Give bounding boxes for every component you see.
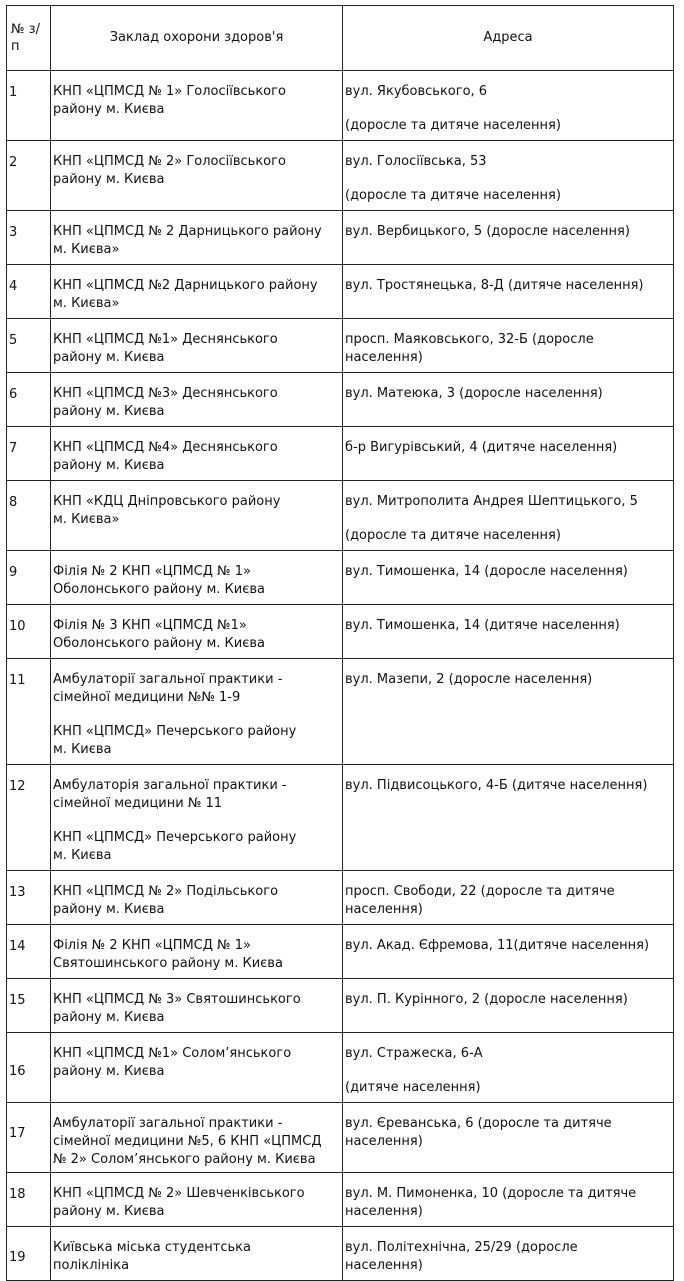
institution-line: КНП «КДЦ Дніпровського району — [53, 494, 281, 509]
address-cell — [343, 373, 674, 427]
address-cell — [343, 605, 674, 659]
spacer — [345, 511, 671, 527]
address-line: вул. Акад. Єфремова, 11(дитяче населення) — [345, 938, 650, 953]
institution-line: КНП «ЦПМСД № 3» Святошинського — [53, 992, 301, 1007]
institution-line: КНП «ЦПМСД № 2» Голосіївського — [53, 154, 286, 169]
row-number-text: 2 — [9, 155, 18, 170]
address-cell — [343, 925, 674, 979]
spacer — [345, 171, 671, 187]
institution-line: сімейної медицини №5, 6 КНП «ЦПМСД — [53, 1134, 322, 1149]
column-header-number: № з/п — [7, 6, 51, 71]
address-line: населення) — [345, 902, 423, 917]
institution-line: КНП «ЦПМСД №1» Деснянського — [53, 332, 278, 347]
institution-line: району м. Києва — [53, 102, 165, 117]
row-number — [7, 1033, 51, 1103]
institution-cell — [51, 427, 343, 481]
institution-line: м. Києва — [53, 742, 112, 757]
address-cell — [343, 265, 674, 319]
institution-line: поліклініка — [53, 1258, 130, 1273]
institution-line: КНП «ЦПМСД № 1» Голосіївського — [53, 84, 286, 99]
address-line: (доросле та дитяче населення) — [345, 188, 561, 203]
table-row — [7, 373, 674, 427]
table-row — [7, 481, 674, 551]
institution-line: Філія № 2 КНП «ЦПМСД № 1» — [53, 938, 251, 953]
institution-line: району м. Києва — [53, 404, 165, 419]
spacer — [53, 813, 340, 829]
spacer — [53, 707, 340, 723]
address-cell — [343, 659, 674, 765]
address-cell — [343, 1033, 674, 1103]
address-line: вул. Якубовського, 6 — [345, 84, 488, 99]
row-number — [7, 427, 51, 481]
address-cell — [343, 71, 674, 141]
address-cell — [343, 979, 674, 1033]
address-cell — [343, 141, 674, 211]
table-row — [7, 1227, 674, 1281]
institution-line: КНП «ЦПМСД № 2» Подільського — [53, 884, 279, 899]
column-header-address: Адреса — [343, 6, 674, 71]
table-row — [7, 659, 674, 765]
row-number — [7, 765, 51, 871]
table-row — [7, 551, 674, 605]
address-line: б-р Вигурівський, 4 (дитяче населення) — [345, 440, 618, 455]
row-number — [7, 605, 51, 659]
address-line: населення) — [345, 1204, 423, 1219]
address-line: населення) — [345, 1134, 423, 1149]
institution-line: Святошинського району м. Києва — [53, 956, 283, 971]
table-row — [7, 765, 674, 871]
institution-line: м. Києва» — [53, 296, 120, 311]
institution-line: сімейної медицини №№ 1-9 — [53, 690, 241, 705]
address-line: просп. Свободи, 22 (доросле та дитяче — [345, 884, 615, 899]
address-line: вул. Стражеска, 6-А — [345, 1046, 483, 1061]
institution-cell — [51, 1033, 343, 1103]
address-line: просп. Маяковського, 32-Б (доросле — [345, 332, 594, 347]
row-number-text: 6 — [9, 387, 18, 402]
healthcare-institutions-table — [6, 5, 674, 1281]
table-row — [7, 605, 674, 659]
institution-line: м. Києва» — [53, 242, 120, 257]
address-line: населення) — [345, 1258, 423, 1273]
row-number-text: 19 — [9, 1250, 26, 1265]
row-number-text: 7 — [9, 441, 18, 456]
institution-line: КНП «ЦПМСД № 2» Шевченківського — [53, 1186, 305, 1201]
row-number-text: 14 — [9, 939, 26, 954]
row-number-text: 8 — [9, 495, 18, 510]
address-cell — [343, 1227, 674, 1281]
address-cell — [343, 551, 674, 605]
address-line: (доросле та дитяче населення) — [345, 118, 561, 133]
row-number-text: 10 — [9, 619, 26, 634]
institution-line: Філія № 3 КНП «ЦПМСД №1» — [53, 618, 247, 633]
row-number — [7, 871, 51, 925]
address-line: вул. Голосіївська, 53 — [345, 154, 487, 169]
institution-line: району м. Києва — [53, 1010, 165, 1025]
address-line: вул. Тимошенка, 14 (доросле населення) — [345, 564, 628, 579]
address-line: вул. Мазепи, 2 (доросле населення) — [345, 672, 593, 687]
institution-cell — [51, 1173, 343, 1227]
institution-cell — [51, 765, 343, 871]
row-number — [7, 1103, 51, 1173]
row-number — [7, 211, 51, 265]
institution-line: м. Києва» — [53, 512, 120, 527]
row-number — [7, 925, 51, 979]
table-row — [7, 71, 674, 141]
institution-line: КНП «ЦПМСД №3» Деснянського — [53, 386, 278, 401]
address-line: вул. Тростянецька, 8-Д (дитяче населення) — [345, 278, 644, 293]
institution-line: Амбулаторії загальної практики - — [53, 1116, 283, 1131]
institution-line: Амбулаторія загальної практики - — [53, 778, 287, 793]
address-cell — [343, 1103, 674, 1173]
row-number — [7, 659, 51, 765]
institution-cell — [51, 265, 343, 319]
row-number — [7, 1173, 51, 1227]
row-number-text: 5 — [9, 333, 18, 348]
address-line: вул. Тимошенка, 14 (дитяче населення) — [345, 618, 620, 633]
institution-cell — [51, 979, 343, 1033]
address-line: вул. Вербицького, 5 (доросле населення) — [345, 224, 630, 239]
institution-cell — [51, 319, 343, 373]
institution-line: Оболонського району м. Києва — [53, 636, 265, 651]
institution-line: сімейної медицини № 11 — [53, 796, 223, 811]
address-line: вул. Політехнічна, 25/29 (доросле — [345, 1240, 578, 1255]
row-number — [7, 319, 51, 373]
institution-cell — [51, 211, 343, 265]
row-number — [7, 71, 51, 141]
address-cell — [343, 211, 674, 265]
institution-cell — [51, 1103, 343, 1173]
institution-line: Філія № 2 КНП «ЦПМСД № 1» — [53, 564, 251, 579]
address-line: вул. Підвисоцького, 4-Б (дитяче населення) — [345, 778, 648, 793]
table-row — [7, 427, 674, 481]
institution-line: району м. Києва — [53, 1204, 165, 1219]
institution-line: м. Києва — [53, 848, 112, 863]
institution-cell — [51, 871, 343, 925]
institution-cell — [51, 373, 343, 427]
institution-cell — [51, 141, 343, 211]
row-number-text: 15 — [9, 993, 26, 1008]
institution-line: Оболонського району м. Києва — [53, 582, 265, 597]
row-number — [7, 373, 51, 427]
table-row — [7, 319, 674, 373]
row-number — [7, 1227, 51, 1281]
institution-line: КНП «ЦПМСД №4» Деснянського — [53, 440, 278, 455]
row-number-text: 9 — [9, 565, 18, 580]
row-number — [7, 481, 51, 551]
table-header-row — [7, 6, 674, 71]
table-row — [7, 1173, 674, 1227]
institution-cell — [51, 1227, 343, 1281]
institution-line: Київська міська студентська — [53, 1240, 251, 1255]
institution-cell — [51, 551, 343, 605]
address-line: (дитяче населення) — [345, 1080, 481, 1095]
row-number — [7, 551, 51, 605]
row-number — [7, 265, 51, 319]
address-cell — [343, 427, 674, 481]
institution-cell — [51, 481, 343, 551]
institution-cell — [51, 925, 343, 979]
institution-line: КНП «ЦПМСД» Печерського району — [53, 830, 297, 845]
address-cell — [343, 765, 674, 871]
address-line: населення) — [345, 350, 423, 365]
address-line: вул. М. Пимоненка, 10 (доросле та дитяче — [345, 1186, 637, 1201]
institution-line: району м. Києва — [53, 458, 165, 473]
institution-line: КНП «ЦПМСД №2 Дарницького району — [53, 278, 318, 293]
institution-line: КНП «ЦПМСД № 2 Дарницького району — [53, 224, 322, 239]
address-cell — [343, 481, 674, 551]
address-line: вул. Матеюка, 3 (доросле населення) — [345, 386, 603, 401]
institution-line: району м. Києва — [53, 350, 165, 365]
institution-line: району м. Києва — [53, 172, 165, 187]
row-number-text: 16 — [9, 1064, 26, 1079]
row-number-text: 13 — [9, 885, 26, 900]
table-row — [7, 211, 674, 265]
institution-cell — [51, 659, 343, 765]
institution-line: КНП «ЦПМСД №1» Солом’янського — [53, 1046, 292, 1061]
address-line: вул. Митрополита Андрея Шептицького, 5 — [345, 494, 638, 509]
address-line: вул. П. Курінного, 2 (доросле населення) — [345, 992, 628, 1007]
table-row — [7, 265, 674, 319]
address-line: (доросле та дитяче населення) — [345, 528, 561, 543]
table-row — [7, 1033, 674, 1103]
row-number — [7, 979, 51, 1033]
row-number-text: 17 — [9, 1126, 26, 1141]
table-row — [7, 979, 674, 1033]
row-number-text: 3 — [9, 225, 18, 240]
column-header-institution: Заклад охорони здоров'я — [51, 6, 343, 71]
institution-line: КНП «ЦПМСД» Печерського району — [53, 724, 297, 739]
institution-line: району м. Києва — [53, 1064, 165, 1079]
address-cell — [343, 1173, 674, 1227]
spacer — [345, 101, 671, 117]
institution-line: району м. Києва — [53, 902, 165, 917]
row-number — [7, 141, 51, 211]
table-row — [7, 871, 674, 925]
table-row — [7, 925, 674, 979]
address-cell — [343, 319, 674, 373]
table-row — [7, 1103, 674, 1173]
address-cell — [343, 871, 674, 925]
institution-cell — [51, 605, 343, 659]
row-number-text: 4 — [9, 279, 18, 294]
institution-line: № 2» Солом’янського району м. Києва — [53, 1152, 316, 1167]
table-row — [7, 141, 674, 211]
institution-cell — [51, 71, 343, 141]
institution-line: Амбулаторії загальної практики - — [53, 672, 283, 687]
row-number-text: 18 — [9, 1187, 26, 1202]
address-line: вул. Єреванська, 6 (доросле та дитяче — [345, 1116, 612, 1131]
spacer — [345, 1063, 671, 1079]
row-number-text: 11 — [9, 673, 26, 688]
row-number-text: 12 — [9, 779, 26, 794]
row-number-text: 1 — [9, 85, 18, 100]
